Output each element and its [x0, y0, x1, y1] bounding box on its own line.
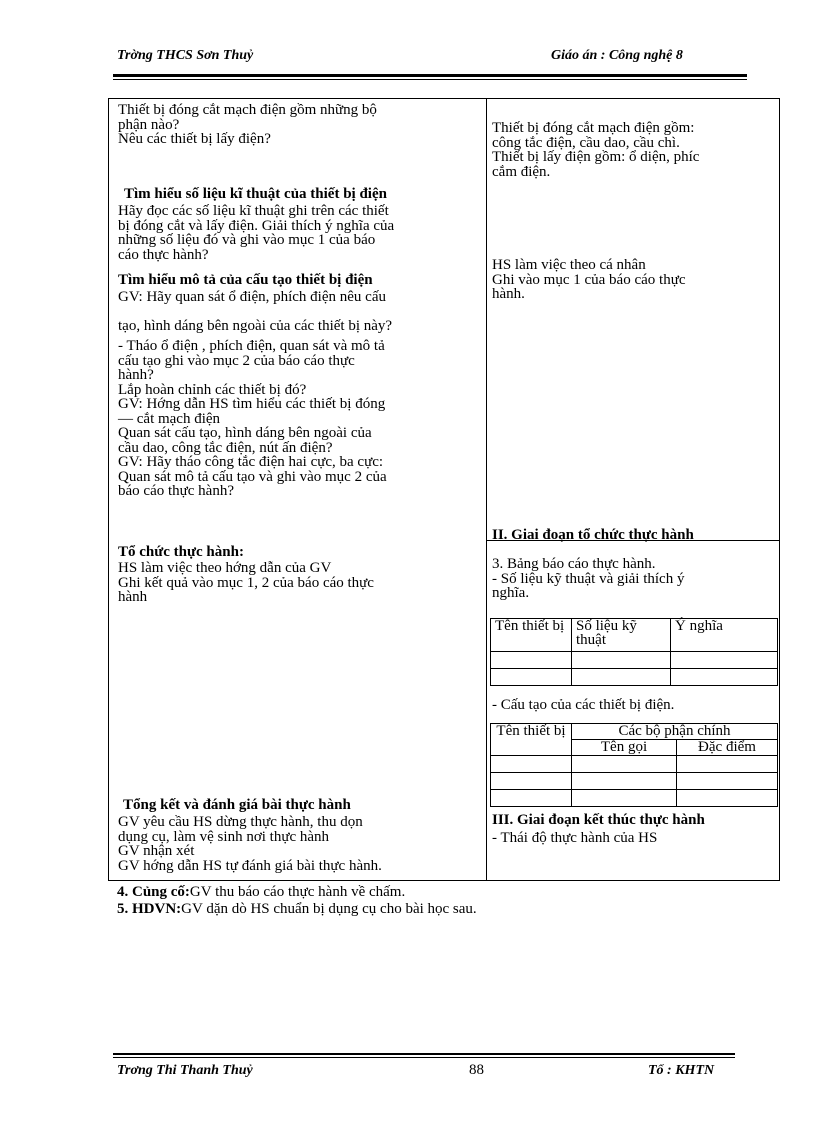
- header-subject: Giáo án : Công nghệ 8: [551, 48, 683, 63]
- text-line: 3. Bảng báo cáo thực hành.: [492, 556, 656, 572]
- spec-table: [490, 618, 778, 686]
- text-line: cấu tạo ghi vào mục 2 của báo cáo thực: [118, 352, 355, 369]
- text-line: bị đóng cắt và lấy điện. Giải thích ý nghĩa của: [118, 217, 395, 234]
- table-header-cell: Đặc điểm: [677, 740, 778, 756]
- text-line: công tắc điện, cầu dao, cầu chì.: [492, 134, 680, 151]
- column-divider: [486, 99, 487, 880]
- text-line: Nêu các thiết bị lấy điện?: [118, 131, 271, 147]
- text-line: nghĩa.: [492, 585, 530, 601]
- text-line: Quan sát mô tả cấu tạo và ghi vào mục 2 của: [118, 468, 387, 485]
- text-line: HS làm việc theo hớng dẫn của GV: [118, 560, 332, 576]
- table-cell: [491, 756, 572, 773]
- text-line: hành.: [492, 286, 525, 302]
- table-cell: [572, 669, 671, 686]
- text-line: báo cáo thực hành?: [118, 483, 234, 499]
- table-header-cell: Số liệu kỹ thuật: [572, 619, 671, 652]
- table-cell: [491, 669, 572, 686]
- table-header-cell: Tên thiết bị: [491, 724, 572, 756]
- text-line: - Tháo ổ điện , phích điện, quan sát và mô tả: [118, 338, 385, 354]
- table-cell: [671, 652, 778, 669]
- table-cell: [671, 669, 778, 686]
- footer-rule: [113, 1053, 735, 1055]
- text-line: - Số liệu kỹ thuật và giải thích ý: [492, 570, 685, 587]
- section-heading: Tìm hiểu số liệu kĩ thuật của thiết bị điện: [124, 186, 387, 202]
- section-heading: Tổ chức thực hành:: [118, 544, 244, 560]
- table-cell: [572, 773, 677, 790]
- text-line: GV: Hớng dẫn HS tìm hiểu các thiết bị đóng: [118, 396, 386, 412]
- text-line: - Cấu tạo của các thiết bị điện.: [492, 697, 675, 713]
- homework-line: [117, 901, 477, 917]
- text-line: dụng cụ, làm vệ sinh nơi thực hành: [118, 828, 330, 845]
- text-line: — cắt mạch điện: [118, 410, 221, 427]
- paragraph: [492, 557, 684, 601]
- text-line: Lắp hoàn chỉnh các thiết bị đó?: [118, 381, 307, 398]
- text-line: Ghi vào mục 1 của báo cáo thực: [492, 271, 686, 288]
- paragraph: [118, 204, 394, 262]
- page-number: 88: [469, 1062, 484, 1078]
- table-header-cell: Ý nghĩa: [671, 619, 778, 652]
- footer-group: Tổ : KHTN: [648, 1063, 715, 1078]
- text-line: GV yêu cầu HS dừng thực hành, thu dọn: [118, 814, 363, 830]
- footer-teacher: Trơng Thi Thanh Thuỷ: [117, 1063, 253, 1078]
- text-line: HS làm việc theo cá nhân: [492, 257, 646, 273]
- consolidation-text: GV thu báo cáo thực hành về chấm.: [189, 884, 406, 900]
- table-cell: [491, 773, 572, 790]
- paragraph: [118, 561, 374, 605]
- answer-block: [492, 258, 685, 302]
- table-header-cell: Tên thiết bị: [491, 619, 572, 652]
- text-line: Thiết bị đóng cắt mạch điện gồm những bộ: [118, 102, 377, 118]
- text-line: GV nhận xét: [118, 843, 195, 859]
- text-line: cắm điện.: [492, 163, 551, 180]
- text-line: Thiết bị đóng cắt mạch điện gồm:: [492, 120, 695, 136]
- table-cell: [572, 652, 671, 669]
- section-heading: III. Giai đoạn kết thúc thực hành: [492, 812, 705, 828]
- text-line: GV: Hãy tháo công tắc điện hai cực, ba cực:: [118, 454, 384, 470]
- table-cell: [572, 790, 677, 807]
- section-heading: Tìm hiểu mô tả của cấu tạo thiết bị điện: [118, 272, 373, 288]
- structure-table: [490, 723, 778, 807]
- table-header-cell: Các bộ phận chính: [572, 724, 778, 740]
- table-cell: [677, 773, 778, 790]
- table-cell: [677, 790, 778, 807]
- homework-text: GV dặn dò HS chuẩn bị dụng cụ cho bài học sau.: [181, 901, 477, 917]
- answer-block: [492, 121, 699, 179]
- text-line: GV: Hãy quan sát ổ điện, phích điện nêu cấu: [118, 289, 386, 305]
- text-line: Ghi kết quả vào mục 1, 2 của báo cáo thực: [118, 574, 374, 591]
- table-cell: [491, 790, 572, 807]
- header-school: Trờng THCS Sơn Thuỷ: [117, 48, 254, 63]
- text-line: những số liệu đó và ghi vào mục 1 của báo: [118, 232, 376, 248]
- table-cell: [677, 756, 778, 773]
- text-line: Hãy đọc các số liệu kĩ thuật ghi trên các thiết: [118, 203, 389, 219]
- text-line: hành?: [118, 367, 154, 383]
- text-line: tạo, hình dáng bên ngoài của các thiết bị này?: [118, 318, 393, 334]
- homework-label: 5. HDVN:: [117, 901, 182, 917]
- section-heading: Tổng kết và đánh giá bài thực hành: [123, 797, 351, 813]
- table-header-cell: Tên gọi: [572, 740, 677, 756]
- header-rule-thin: [113, 79, 747, 80]
- lesson-table: [108, 98, 780, 881]
- header-rule: [113, 74, 747, 77]
- paragraph: [118, 815, 382, 873]
- text-line: - Thái độ thực hành của HS: [492, 830, 658, 846]
- table-cell: [491, 652, 572, 669]
- consolidation-label: 4. Củng cố:: [117, 884, 190, 900]
- text-line: cáo thực hành?: [118, 246, 209, 263]
- text-line: Thiết bị lấy điện gồm: ổ diện, phíc: [492, 149, 700, 165]
- footer-rule-thin: [113, 1057, 735, 1058]
- consolidation-line: [117, 884, 405, 900]
- text-line: hành: [118, 589, 148, 605]
- text-line: phận nào?: [118, 116, 180, 133]
- text-line: GV hớng dẫn HS tự đánh giá bài thực hành.: [118, 857, 382, 874]
- question-block: [118, 103, 377, 147]
- table-cell: [572, 756, 677, 773]
- text-line: Quan sát cấu tạo, hình dáng bên ngoài của: [118, 425, 372, 441]
- paragraph: [118, 339, 387, 499]
- section-heading: II. Giai đoạn tổ chức thực hành: [492, 527, 694, 543]
- text-line: cầu dao, công tắc điện, nút ấn điện?: [118, 439, 333, 456]
